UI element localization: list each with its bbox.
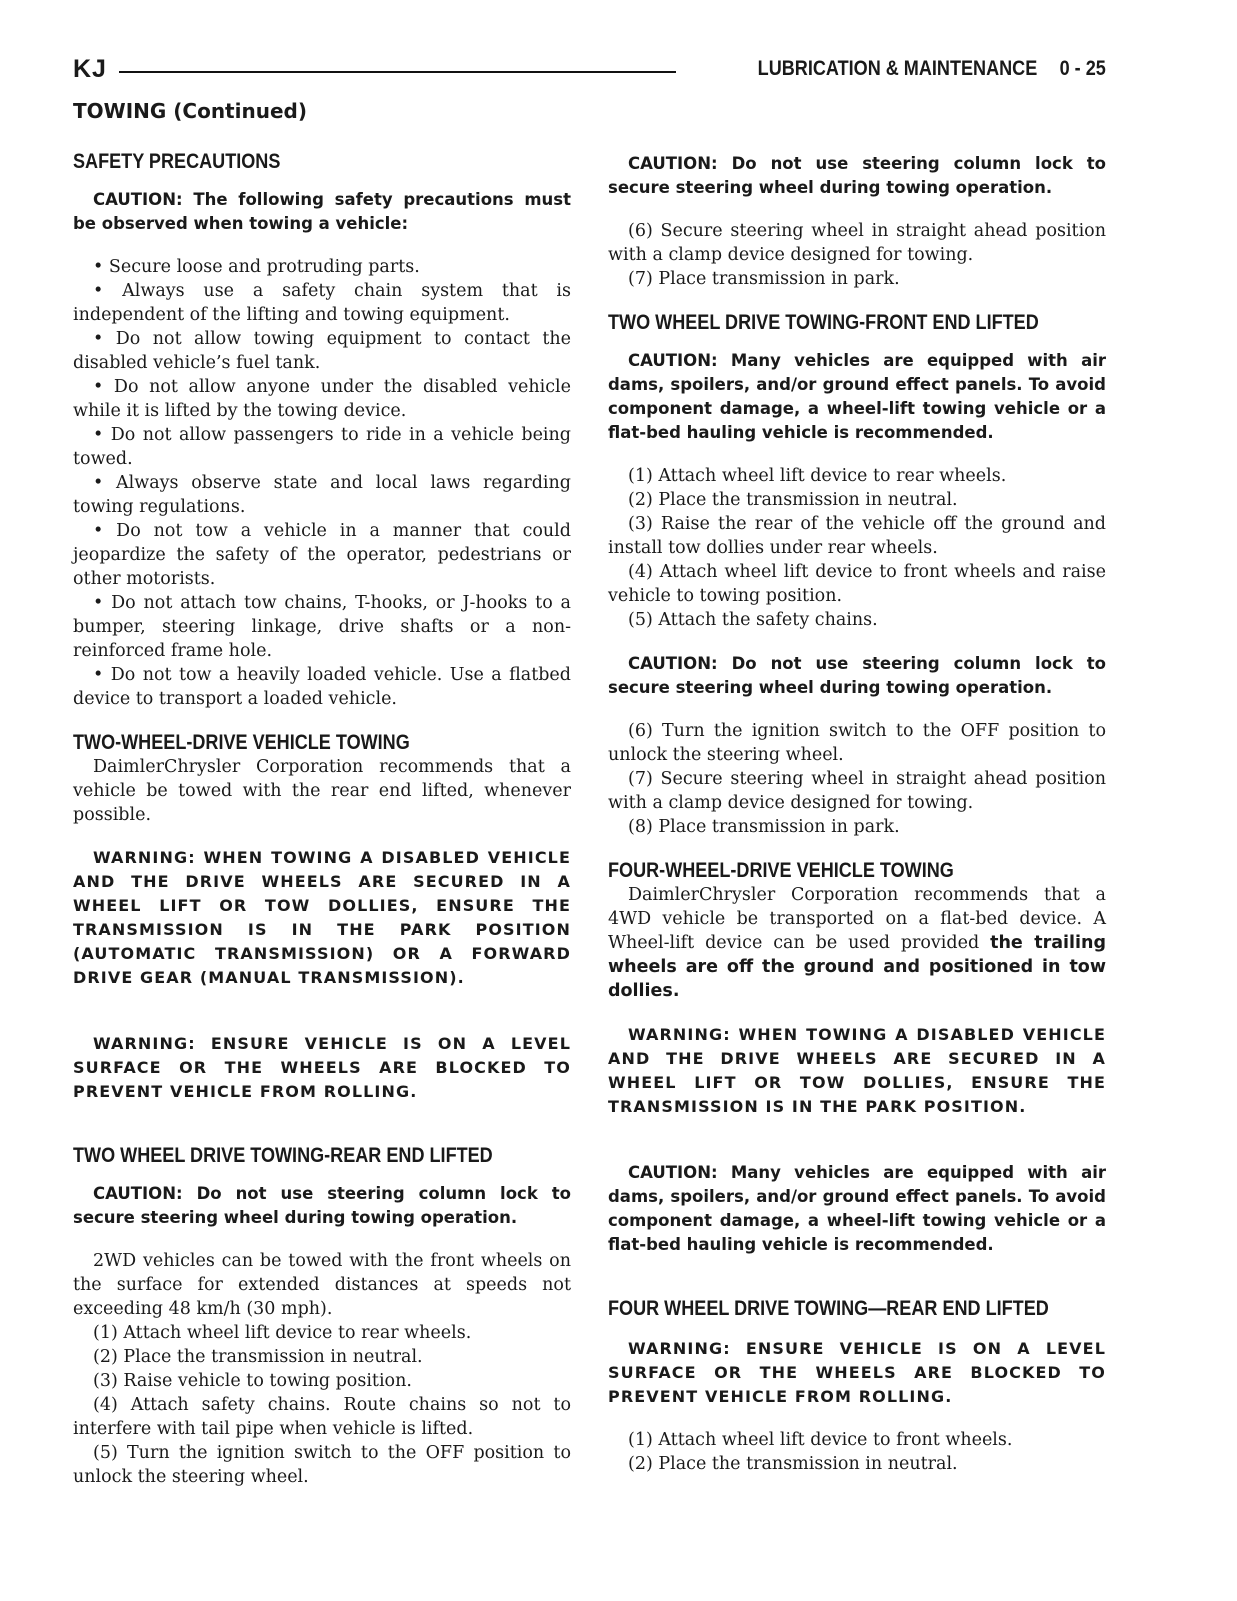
list-item: • Always use a safety chain system that is independent of the lifting and towing equipment.	[73, 281, 571, 325]
warning-park-position: WARNING: WHEN TOWING A DISABLED VEHICLE AND THE DRIVE WHEELS ARE SECURED IN A WHEEL LIFT OR TOW DOLLIES, ENSURE THE TRANSMISSION IS IN THE PARK POSITION (AUTOMATIC TRANSMISSION) OR A FORWARD DRIVE GEAR (MANUAL TRANSMISSION).	[73, 848, 571, 987]
list-item: (5) Turn the ignition switch to the OFF position to unlock the steering wheel.	[73, 1443, 571, 1487]
list-item: (3) Raise the rear of the vehicle off the ground and install tow dollies under rear wheels.	[608, 514, 1106, 558]
list-item: (2) Place the transmission in neutral.	[93, 1347, 423, 1367]
list-item: (3) Raise vehicle to towing position.	[93, 1371, 412, 1391]
four-wheel-drive-text	[608, 883, 1106, 1003]
list-item: • Do not tow a heavily loaded vehicle. Use a flatbed device to transport a loaded vehicle.	[73, 665, 571, 709]
two-wheel-drive-text: DaimlerChrysler Corporation recommends that a vehicle be towed with the rear end lifted, whenever possible.	[73, 757, 571, 825]
warning-level-surface: WARNING: ENSURE VEHICLE IS ON A LEVEL SURFACE OR THE WHEELS ARE BLOCKED TO PREVENT VEHICLE FROM ROLLING.	[73, 1034, 571, 1101]
rear-end-lifted-heading: TWO WHEEL DRIVE TOWING-REAR END LIFTED	[73, 1144, 493, 1167]
list-item: (1) Attach wheel lift device to rear wheels.	[93, 1323, 472, 1343]
list-item: • Do not tow a vehicle in a manner that could jeopardize the safety of the operator, pedestrians or other motorists.	[73, 521, 571, 589]
list-item: • Always observe state and local laws regarding towing regulations.	[73, 473, 571, 517]
safety-caution: CAUTION: The following safety precautions must be observed when towing a vehicle:	[73, 190, 571, 233]
list-item: • Secure loose and protruding parts.	[93, 257, 420, 277]
two-wheel-drive-heading: TWO-WHEEL-DRIVE VEHICLE TOWING	[73, 731, 410, 754]
list-item: (7) Place transmission in park.	[628, 269, 900, 289]
list-item: (2) Place the transmission in neutral.	[628, 1454, 958, 1474]
continued-heading: TOWING (Continued)	[73, 99, 307, 123]
list-item: (4) Attach wheel lift device to front wheels and raise vehicle to towing position.	[608, 562, 1106, 606]
list-item: • Do not allow passengers to ride in a vehicle being towed.	[73, 425, 571, 469]
fwd-text-bold: the trailing wheels are off the ground and positioned in tow dollies.	[608, 933, 1106, 1001]
manual-page	[73, 55, 1106, 1487]
list-item: (2) Place the transmission in neutral.	[628, 490, 958, 510]
fwd-text-plain: DaimlerChrysler Corporation recommends that a 4WD vehicle be transported on a flat-bed device. A Wheel-lift device can be used provided	[608, 885, 1106, 953]
right-column	[608, 134, 1106, 1476]
safety-bullet-list	[73, 255, 571, 711]
steering-lock-caution: CAUTION: Do not use steering column lock to secure steering wheel during towing operation.	[608, 154, 1106, 197]
list-item: • Do not allow towing equipment to contact the disabled vehicle’s fuel tank.	[73, 329, 571, 373]
list-item: (1) Attach wheel lift device to front wheels.	[628, 1430, 1013, 1450]
left-column	[73, 132, 571, 1489]
steering-lock-caution-2: CAUTION: Do not use steering column lock to secure steering wheel during towing operation.	[608, 654, 1106, 697]
safety-heading: SAFETY PRECAUTIONS	[73, 150, 281, 173]
fwd-rear-end-lifted-heading: FOUR WHEEL DRIVE TOWING—REAR END LIFTED	[608, 1297, 1049, 1320]
list-item: • Do not attach tow chains, T-hooks, or J-hooks to a bumper, steering linkage, drive shafts or a non-reinforced frame hole.	[73, 593, 571, 661]
rear-caution: CAUTION: Do not use steering column lock to secure steering wheel during towing operation.	[73, 1184, 571, 1227]
page-number: 0 - 25	[1059, 57, 1106, 80]
list-item: (8) Place transmission in park.	[628, 817, 900, 837]
list-item: (6) Secure steering wheel in straight ahead position with a clamp device designed for towing.	[608, 221, 1106, 265]
list-item: (4) Attach safety chains. Route chains so not to interfere with tail pipe when vehicle is lifted.	[73, 1395, 571, 1439]
section-title	[758, 57, 1106, 81]
air-dam-caution: CAUTION: Many vehicles are equipped with air dams, spoilers, and/or ground effect panels. To avoid component damage, a wheel-lift towing vehicle or a flat-bed hauling vehicle is recommended.	[608, 351, 1106, 442]
fwd-air-dam-caution: CAUTION: Many vehicles are equipped with air dams, spoilers, and/or ground effect panels. To avoid component damage, a wheel-lift towing vehicle or a flat-bed hauling vehicle is recommended.	[608, 1163, 1106, 1254]
front-end-lifted-heading: TWO WHEEL DRIVE TOWING-FRONT END LIFTED	[608, 311, 1039, 334]
fwd-warning-level-surface: WARNING: ENSURE VEHICLE IS ON A LEVEL SURFACE OR THE WHEELS ARE BLOCKED TO PREVENT VEHICLE FROM ROLLING.	[608, 1339, 1106, 1406]
list-item: (5) Attach the safety chains.	[628, 610, 878, 630]
page-header	[73, 55, 1106, 87]
list-item: • Do not allow anyone under the disabled vehicle while it is lifted by the towing device.	[73, 377, 571, 421]
list-item: (7) Secure steering wheel in straight ahead position with a clamp device designed for towing.	[608, 769, 1106, 813]
list-item: (6) Turn the ignition switch to the OFF position to unlock the steering wheel.	[608, 721, 1106, 765]
fwd-warning-park: WARNING: WHEN TOWING A DISABLED VEHICLE AND THE DRIVE WHEELS ARE SECURED IN A WHEEL LIFT OR TOW DOLLIES, ENSURE THE TRANSMISSION IS IN THE PARK POSITION.	[608, 1025, 1106, 1116]
four-wheel-drive-heading: FOUR-WHEEL-DRIVE VEHICLE TOWING	[608, 859, 954, 882]
list-item: (1) Attach wheel lift device to rear wheels.	[628, 466, 1007, 486]
model-code: KJ	[73, 55, 107, 83]
rear-intro-text: 2WD vehicles can be towed with the front wheels on the surface for extended distances at speeds not exceeding 48 km/h (30 mph).	[73, 1251, 571, 1319]
header-rule	[119, 71, 676, 73]
section-name: LUBRICATION & MAINTENANCE	[757, 57, 1038, 80]
